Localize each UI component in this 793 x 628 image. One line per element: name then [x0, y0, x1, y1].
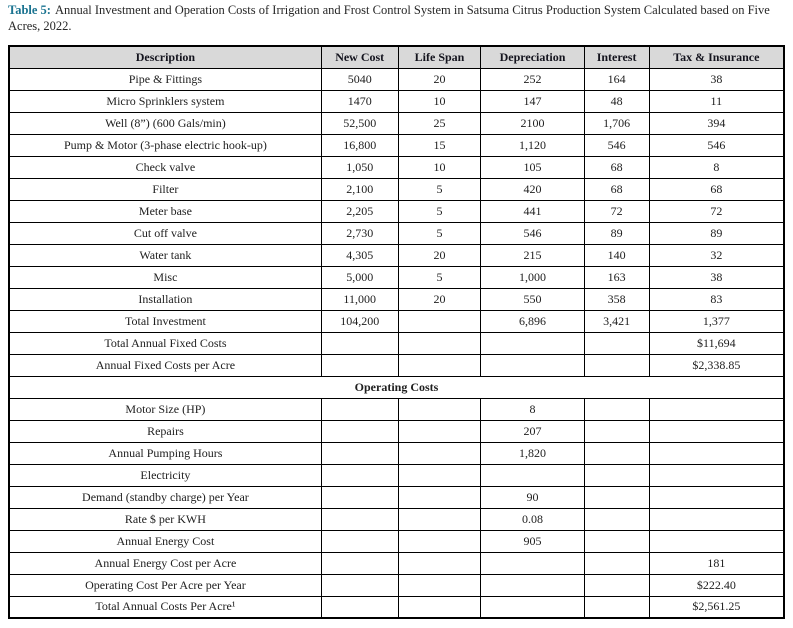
value-cell: 72: [584, 200, 649, 222]
header-life-span: Life Span: [398, 46, 481, 68]
table-row: [9, 442, 784, 464]
value-cell: [584, 354, 649, 376]
table-caption: [8, 3, 785, 34]
value-cell: 72: [649, 200, 784, 222]
value-cell: 25: [398, 112, 481, 134]
table-row: [9, 398, 784, 420]
value-cell: 2,100: [321, 178, 398, 200]
value-cell: [584, 464, 649, 486]
description-cell: Total Investment: [9, 310, 321, 332]
value-cell: [584, 574, 649, 596]
description-cell: Cut off valve: [9, 222, 321, 244]
value-cell: 52,500: [321, 112, 398, 134]
table-row: [9, 574, 784, 596]
table-row: [9, 244, 784, 266]
value-cell: 6,896: [481, 310, 584, 332]
value-cell: 16,800: [321, 134, 398, 156]
value-cell: 207: [481, 420, 584, 442]
value-cell: 1470: [321, 90, 398, 112]
value-cell: [481, 354, 584, 376]
value-cell: [649, 530, 784, 552]
value-cell: [481, 596, 584, 618]
description-cell: Demand (standby charge) per Year: [9, 486, 321, 508]
value-cell: $2,561.25: [649, 596, 784, 618]
value-cell: 4,305: [321, 244, 398, 266]
value-cell: [584, 332, 649, 354]
table-row: [9, 156, 784, 178]
value-cell: [398, 332, 481, 354]
table-caption-label: Table 5:: [8, 3, 51, 17]
description-cell: Micro Sprinklers system: [9, 90, 321, 112]
value-cell: 905: [481, 530, 584, 552]
value-cell: 163: [584, 266, 649, 288]
value-cell: 140: [584, 244, 649, 266]
value-cell: 10: [398, 90, 481, 112]
value-cell: 5,000: [321, 266, 398, 288]
value-cell: 68: [584, 156, 649, 178]
table-row: [9, 310, 784, 332]
table-row: [9, 420, 784, 442]
table-row: [9, 90, 784, 112]
value-cell: 252: [481, 68, 584, 90]
header-new-cost: New Cost: [321, 46, 398, 68]
value-cell: 68: [584, 178, 649, 200]
value-cell: [649, 508, 784, 530]
value-cell: 11: [649, 90, 784, 112]
table-row: [9, 112, 784, 134]
value-cell: 5: [398, 200, 481, 222]
value-cell: 1,706: [584, 112, 649, 134]
description-cell: Filter: [9, 178, 321, 200]
table-row: [9, 530, 784, 552]
description-cell: Total Annual Costs Per Acre¹: [9, 596, 321, 618]
table-row: [9, 508, 784, 530]
header-tax-insurance: Tax & Insurance: [649, 46, 784, 68]
value-cell: 20: [398, 68, 481, 90]
description-cell: Misc: [9, 266, 321, 288]
value-cell: [584, 420, 649, 442]
value-cell: [584, 530, 649, 552]
value-cell: 89: [584, 222, 649, 244]
value-cell: 15: [398, 134, 481, 156]
value-cell: 0.08: [481, 508, 584, 530]
costs-table: [8, 45, 785, 619]
value-cell: 8: [649, 156, 784, 178]
table-row: [9, 266, 784, 288]
value-cell: [584, 442, 649, 464]
description-cell: Meter base: [9, 200, 321, 222]
value-cell: [398, 574, 481, 596]
header-description: Description: [9, 46, 321, 68]
value-cell: 1,120: [481, 134, 584, 156]
value-cell: [321, 442, 398, 464]
value-cell: 105: [481, 156, 584, 178]
value-cell: [321, 596, 398, 618]
description-cell: Pipe & Fittings: [9, 68, 321, 90]
value-cell: [398, 464, 481, 486]
description-cell: Annual Energy Cost per Acre: [9, 552, 321, 574]
value-cell: [481, 464, 584, 486]
value-cell: 5: [398, 266, 481, 288]
table-row: [9, 222, 784, 244]
value-cell: 2,730: [321, 222, 398, 244]
table-row: [9, 552, 784, 574]
value-cell: [398, 530, 481, 552]
description-cell: Operating Cost Per Acre per Year: [9, 574, 321, 596]
table-row: [9, 134, 784, 156]
value-cell: [481, 332, 584, 354]
header-interest: Interest: [584, 46, 649, 68]
table-row: [9, 486, 784, 508]
description-cell: Well (8”) (600 Gals/min): [9, 112, 321, 134]
value-cell: 5: [398, 222, 481, 244]
table-row: [9, 200, 784, 222]
table-caption-text: Annual Investment and Operation Costs of Irrigation and Frost Control System in Satsuma Citrus Production System Calculated based on Five Acres, 2022.: [8, 3, 770, 33]
value-cell: 5040: [321, 68, 398, 90]
value-cell: [649, 420, 784, 442]
value-cell: 1,820: [481, 442, 584, 464]
value-cell: 20: [398, 244, 481, 266]
value-cell: 20: [398, 288, 481, 310]
value-cell: [321, 530, 398, 552]
value-cell: 1,377: [649, 310, 784, 332]
header-depreciation: Depreciation: [481, 46, 584, 68]
section-header-operating-costs: Operating Costs: [9, 376, 784, 398]
value-cell: 38: [649, 266, 784, 288]
value-cell: $11,694: [649, 332, 784, 354]
value-cell: [321, 464, 398, 486]
value-cell: [398, 486, 481, 508]
value-cell: [584, 508, 649, 530]
value-cell: [584, 398, 649, 420]
value-cell: 147: [481, 90, 584, 112]
description-cell: Repairs: [9, 420, 321, 442]
section-row: [9, 376, 784, 398]
table-header: [9, 46, 784, 68]
value-cell: 3,421: [584, 310, 649, 332]
value-cell: 1,050: [321, 156, 398, 178]
value-cell: [649, 464, 784, 486]
value-cell: 215: [481, 244, 584, 266]
value-cell: [321, 508, 398, 530]
value-cell: 546: [481, 222, 584, 244]
value-cell: $222.40: [649, 574, 784, 596]
value-cell: 181: [649, 552, 784, 574]
value-cell: [398, 552, 481, 574]
value-cell: [321, 552, 398, 574]
table-row: [9, 596, 784, 618]
value-cell: [321, 574, 398, 596]
value-cell: [481, 574, 584, 596]
value-cell: [398, 310, 481, 332]
value-cell: 2,205: [321, 200, 398, 222]
description-cell: Water tank: [9, 244, 321, 266]
value-cell: [321, 398, 398, 420]
value-cell: [649, 442, 784, 464]
value-cell: [398, 508, 481, 530]
table-row: [9, 288, 784, 310]
value-cell: 546: [649, 134, 784, 156]
value-cell: [398, 420, 481, 442]
value-cell: [398, 596, 481, 618]
value-cell: 1,000: [481, 266, 584, 288]
description-cell: Pump & Motor (3-phase electric hook-up): [9, 134, 321, 156]
value-cell: [321, 332, 398, 354]
value-cell: [649, 398, 784, 420]
value-cell: 441: [481, 200, 584, 222]
value-cell: [321, 420, 398, 442]
value-cell: 90: [481, 486, 584, 508]
value-cell: [398, 442, 481, 464]
description-cell: Installation: [9, 288, 321, 310]
costs-table-body: [9, 68, 784, 618]
value-cell: 89: [649, 222, 784, 244]
value-cell: [321, 354, 398, 376]
table-row: [9, 332, 784, 354]
value-cell: 164: [584, 68, 649, 90]
table-row: [9, 354, 784, 376]
value-cell: [321, 486, 398, 508]
value-cell: 68: [649, 178, 784, 200]
description-cell: Annual Fixed Costs per Acre: [9, 354, 321, 376]
value-cell: 8: [481, 398, 584, 420]
value-cell: 38: [649, 68, 784, 90]
description-cell: Motor Size (HP): [9, 398, 321, 420]
value-cell: [398, 354, 481, 376]
description-cell: Check valve: [9, 156, 321, 178]
description-cell: Annual Pumping Hours: [9, 442, 321, 464]
value-cell: 550: [481, 288, 584, 310]
value-cell: 358: [584, 288, 649, 310]
value-cell: [584, 486, 649, 508]
value-cell: 104,200: [321, 310, 398, 332]
table-row: [9, 178, 784, 200]
header-row: [9, 46, 784, 68]
value-cell: 420: [481, 178, 584, 200]
value-cell: [398, 398, 481, 420]
value-cell: [584, 596, 649, 618]
table-row: [9, 68, 784, 90]
value-cell: 546: [584, 134, 649, 156]
value-cell: 2100: [481, 112, 584, 134]
description-cell: Rate $ per KWH: [9, 508, 321, 530]
value-cell: 83: [649, 288, 784, 310]
value-cell: [584, 552, 649, 574]
value-cell: 48: [584, 90, 649, 112]
value-cell: 32: [649, 244, 784, 266]
value-cell: 10: [398, 156, 481, 178]
value-cell: 11,000: [321, 288, 398, 310]
value-cell: 394: [649, 112, 784, 134]
value-cell: [649, 486, 784, 508]
table-row: [9, 464, 784, 486]
value-cell: 5: [398, 178, 481, 200]
value-cell: $2,338.85: [649, 354, 784, 376]
description-cell: Annual Energy Cost: [9, 530, 321, 552]
value-cell: [481, 552, 584, 574]
description-cell: Total Annual Fixed Costs: [9, 332, 321, 354]
description-cell: Electricity: [9, 464, 321, 486]
